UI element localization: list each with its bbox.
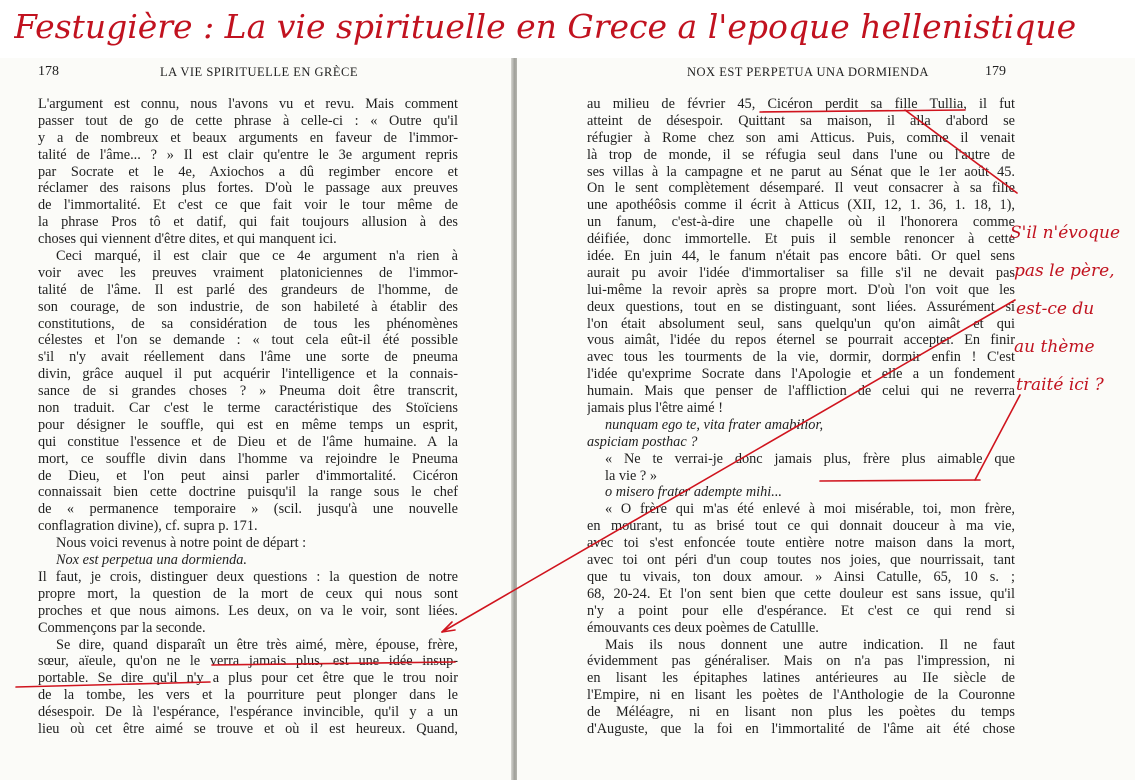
text-line: de l'immortalité. Et c'est ce que fait voir le tour même de xyxy=(38,197,458,214)
text-line: deux questions, tout en se distinguant, sont liées. Assurément si xyxy=(587,298,1015,315)
connector-frere-note xyxy=(975,395,1020,480)
underline-tullia xyxy=(760,110,965,112)
underline-soeur-aieule xyxy=(16,682,210,687)
text-line: constitutions, de sa considération de tous les phénomènes xyxy=(38,315,458,332)
text-line: passer tout de go de cette phrase à celle-ci : « Outre qu'il xyxy=(38,112,458,129)
text-line: avec toi s'est enfoncée toute entière notre maison dans la mort, xyxy=(587,535,1015,552)
text-line: nunquam ego te, vita frater amabilior, xyxy=(605,416,824,433)
annotation-line: est-ce du xyxy=(1016,299,1095,319)
text-line: par Socrate et le 4e, Axiochos a dû regimber encore et xyxy=(38,163,458,180)
text-line: lui-même la revoir après sa propre mort. D'où l'on voit que les xyxy=(587,281,1015,298)
arrow-line-to-left-page xyxy=(442,300,1015,632)
text-line: sœur, aïeule, qu'on ne le verra jamais plus, est une idée insup- xyxy=(38,653,458,670)
text-line: l'idée qu'exprime Socrate dans l'Apologie et elle a un fondement xyxy=(587,366,1015,383)
text-line: une apothéôsis comme il écrit à Atticus (XII, 12, 1. 36, 1. 18, 1), xyxy=(587,197,1015,214)
text-line: « O frère qui m'as été enlevé à moi misérable, toi, mon frère, xyxy=(605,501,1015,518)
text-line: réclamer des raisons plus fortes. D'où le passage aux preuves xyxy=(38,180,458,197)
text-line: avec toi ont péri d'un coup toutes nos joies, que nourrissait, tant xyxy=(587,552,1015,569)
text-line: Nox est perpetua una dormienda. xyxy=(56,552,247,569)
text-line: réfugier à Rome chez son ami Atticus. Puis, comme il venait xyxy=(587,129,1015,146)
text-line: la phrase Pros tô et datif, qui fait toujours allusion à des xyxy=(38,214,458,231)
text-line: Ceci marqué, il est clair que ce 4e argument n'a rien à xyxy=(56,248,458,265)
annotation-line: S'il n'évoque xyxy=(1010,223,1121,243)
text-line: humain. Mais que penser de l'affliction de celui qui ne reverra xyxy=(587,383,1015,400)
text-line: que tu vivais, ton doux amour. » Ainsi Catulle, 65, 10 s. ; xyxy=(587,568,1015,585)
text-line: n'y a point pour elle d'espérance. Et c'est ce qui rend si xyxy=(587,602,1015,619)
annotation-line: au thème xyxy=(1014,337,1095,357)
text-line: o misero frater adempte mihi... xyxy=(605,484,782,501)
text-line: talité de l'âme. Il est parlé des grandeurs de l'homme, de xyxy=(38,281,458,298)
text-line: connaissait bien cette doctrine puisqu'il la range sous le chef xyxy=(38,484,458,501)
handwritten-title: Festugière : La vie spirituelle en Grece a l'epoque hellenistique xyxy=(14,7,1077,46)
text-line: Nous voici revenus à notre point de départ : xyxy=(56,535,307,552)
text-line: talité de l'âme... ? » Il est clair qu'entre le 3e argument repris xyxy=(38,146,458,163)
text-line: émouvants ces deux poèmes de Catullle. xyxy=(587,619,819,636)
text-line: mort, ce souffle divin dans l'homme va rejoindre le Pneuma xyxy=(38,450,458,467)
text-line: de la tombe, les vers et la pourriture peut plonger dans le xyxy=(38,687,458,704)
text-line: atteint de désespoir. Quittant sa maison, il alla d'abord se xyxy=(587,112,1015,129)
text-line: non traduit. Car c'est le terme caractéristique des Stoïciens xyxy=(38,400,458,417)
text-line: L'argument est connu, nous l'avons vu et revu. Mais comment xyxy=(38,96,458,112)
text-line: idée. En juin 44, le fanum n'était pas encore bâti. Or quel sens xyxy=(587,248,1015,265)
text-line: son courage, de son industrie, de son habileté à établir des xyxy=(38,298,458,315)
text-line: avec tous les tourments de la vie, dormir, dormir enfin ! C'est xyxy=(587,349,1015,366)
text-line: de Dieu, et l'on peut ainsi parler d'immortalité. Cicéron xyxy=(38,467,458,484)
text-line: portable. Se dire qu'il n'y a plus pour cet être que le trou noir xyxy=(38,670,458,687)
text-line: l'on était absolument seul, sans quelqu'un qu'on aimât et qui xyxy=(587,315,1015,332)
left-running-head: LA VIE SPIRITUELLE EN GRÈCE xyxy=(160,65,358,79)
text-line: célestes et l'on se demande : « tout cela eût-il été possible xyxy=(38,332,458,349)
underline-frere-plus-aimable xyxy=(820,480,980,481)
text-line: vous aimât, l'idée du repos éternel se pourrait accepter. En finir xyxy=(587,332,1015,349)
text-line: aspiciam posthac ? xyxy=(587,433,698,450)
text-line: lieu où cet être aimé se trouve et où il est heureux. Quand, xyxy=(38,720,458,737)
text-line: déifiée, donc immortelle. Et puis il semble renoncer à cette xyxy=(587,231,1015,248)
connector-tullia-note xyxy=(905,110,1017,193)
text-line: Mais ils nous donnent une autre indication. Il ne faut xyxy=(605,636,1015,653)
text-line: propre mort, la question de la mort de ceux qui nous sont xyxy=(38,585,458,602)
text-line: voir avec les preuves vraiment platoniciennes de l'immor- xyxy=(38,264,458,281)
text-line: évidemment pas généraliser. Mais on n'a pas l'impression, ni xyxy=(587,653,1015,670)
text-line: On le sent complètement désemparé. Il veut consacrer à sa fille xyxy=(587,180,1015,197)
arrowhead xyxy=(442,622,455,632)
text-line: « Ne te verrai-je donc jamais plus, frère plus aimable que xyxy=(605,450,1015,467)
left-page-number: 178 xyxy=(38,64,59,79)
text-line: aurait pu avoir l'idée d'immortaliser sa fille s'il ne devait pas xyxy=(587,264,1015,281)
text-line: y a de nombreux et beaux arguments en faveur de l'immor- xyxy=(38,129,458,146)
text-line: choses qui viennent d'être dites, et qui manquent ici. xyxy=(38,231,337,248)
annotation-line: pas le père, xyxy=(1014,261,1115,281)
text-line: de Méléagre, ni en lisant non plus les poètes du temps xyxy=(587,704,1015,721)
text-line: l'Empire, ni en lisant les poètes de l'Anthologie de la Couronne xyxy=(587,687,1015,704)
text-line: qui constitue l'essence et de Dieu et de l'âme humaine. A la xyxy=(38,433,458,450)
text-line: divin, grâce auquel il put acquérir l'intelligence et la connais- xyxy=(38,366,458,383)
text-line: ses villas à la campagne et ne parut au Sénat que le 1er août 45. xyxy=(587,163,1015,180)
annotation-line: traité ici ? xyxy=(1016,375,1104,395)
right-running-head: NOX EST PERPETUA UNA DORMIENDA xyxy=(687,65,929,79)
text-line: Il faut, je crois, distinguer deux questions : la question de notre xyxy=(38,568,458,585)
text-line: Commençons par la seconde. xyxy=(38,619,206,636)
text-line: en lisant les épitaphes latines antérieures au IIe siècle de xyxy=(587,670,1015,687)
text-line: s'il n'y avait réellement dans l'âme une sorte de pneuma xyxy=(38,349,458,366)
text-line: un fanum, c'est-à-dire une chapelle où il l'honorera comme xyxy=(587,214,1015,231)
text-line: jamais plus l'être aimé ! xyxy=(587,400,723,417)
text-line: conflagration divine), cf. supra p. 171. xyxy=(38,518,258,535)
text-line: au milieu de février 45, Cicéron perdit sa fille Tullia, il fut xyxy=(587,96,1015,112)
text-line: de « permanence temporaire » (scil. jusqu'à une nouvelle xyxy=(38,501,458,518)
text-line: 68, 20-24. Et l'on sent bien que cette douleur est sans issue, qu'il xyxy=(587,585,1015,602)
underline-etre-tres-aime xyxy=(212,662,455,665)
text-line: proches et que nous aimons. Les deux, on va le voir, sont liées. xyxy=(38,602,458,619)
text-line: d'Auguste, que la foi en l'immortalité de l'âme ait été chose xyxy=(587,720,1015,737)
text-line: désespoir. De là l'espérance, l'espérance invincible, qu'il y a un xyxy=(38,704,458,721)
text-line: Se dire, quand disparaît un être très aimé, mère, épouse, frère, xyxy=(56,636,458,653)
text-line: pour désigner le souffle, qui est en même temps un esprit, xyxy=(38,416,458,433)
text-line: là trop de monde, il se réfugia seul dans l'une ou l'autre de xyxy=(587,146,1015,163)
right-page-number: 179 xyxy=(985,64,1006,79)
text-line: la vie ? » xyxy=(605,467,658,484)
text-line: en mourant, tu as brisé tout ce qui donnait douceur à ma vie, xyxy=(587,518,1015,535)
text-line: sance de si grandes choses ? » Pneuma doit être transcrit, xyxy=(38,383,458,400)
